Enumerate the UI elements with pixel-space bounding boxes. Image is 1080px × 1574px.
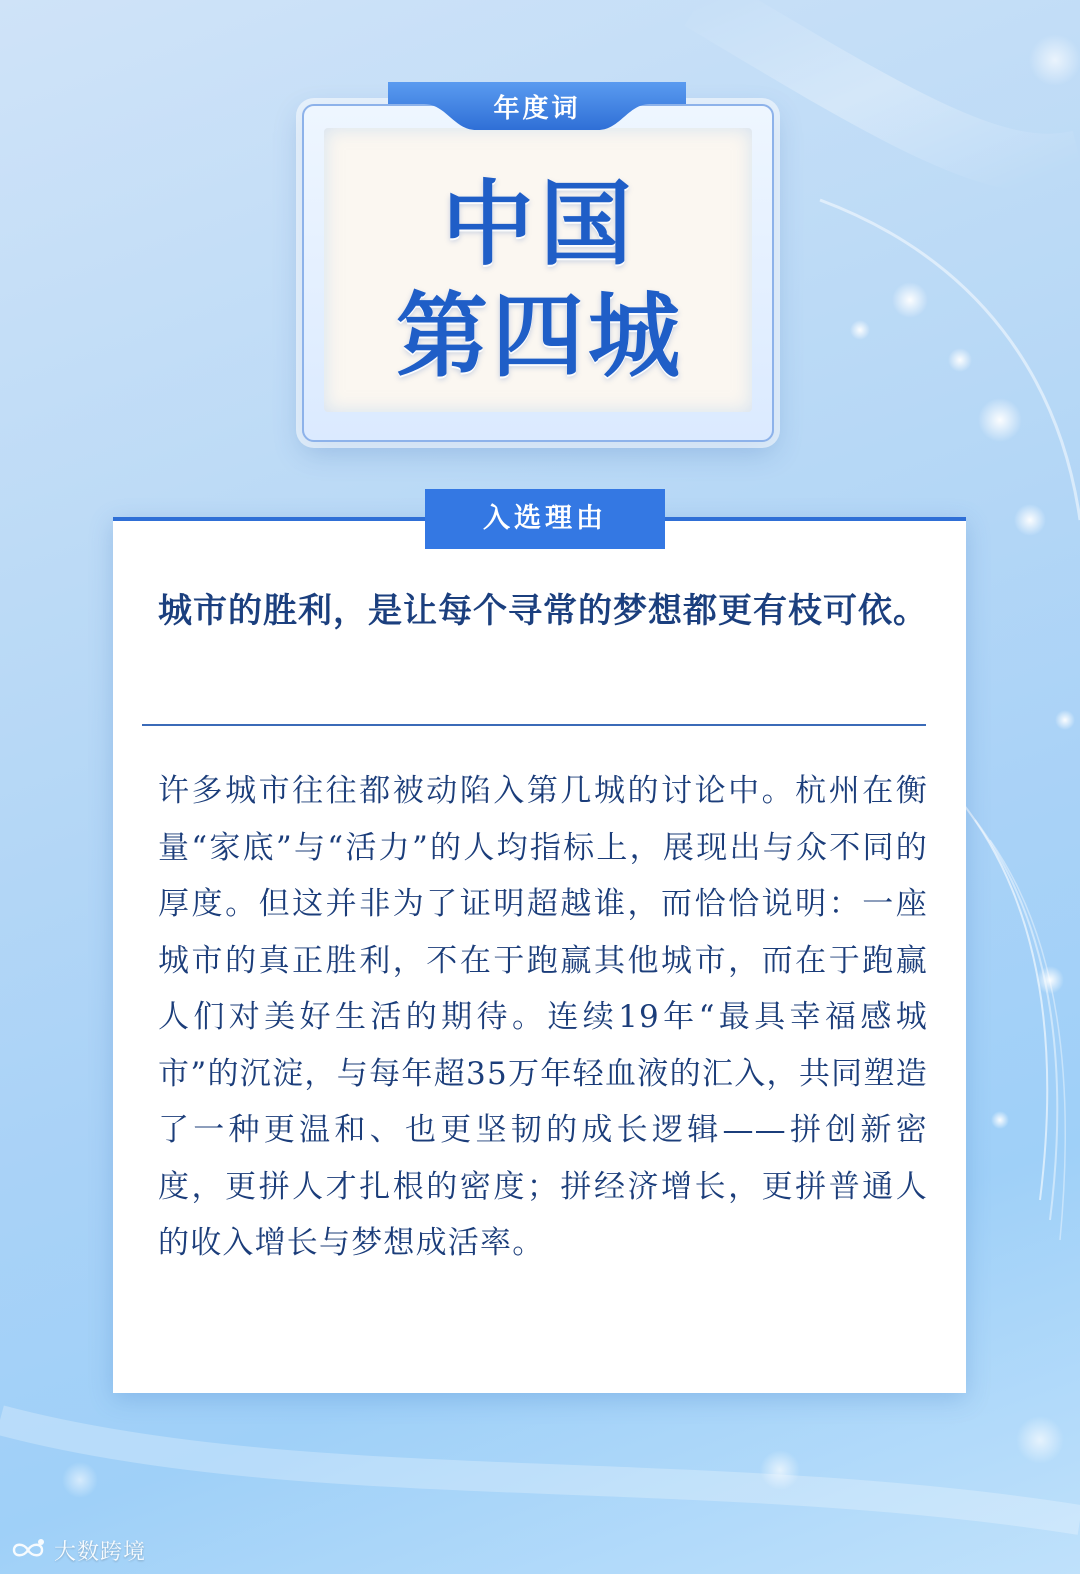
- reason-tab-label: 入选理由: [483, 503, 607, 534]
- watermark: [8, 1534, 146, 1566]
- reason-tab: [425, 489, 665, 549]
- infinity-logo-icon: [8, 1537, 48, 1563]
- year-tab: [388, 82, 686, 132]
- reason-body-text: 许多城市往往都被动陷入第几城的讨论中。杭州在衡量“家底”与“活力”的人均指标上，展现出与众不同的厚度。但这并非为了证明超越谁，而恰恰说明：一座城市的真正胜利，不在于跑赢其他城市，而在于跑赢人们对美好生活的期待。连续19年“最具幸福感城市”的沉淀，与每年超35万年轻血液的汇入，共同塑造了一种更温和、也更坚韧的成长逻辑——拼创新密度，更拼人才扎根的密度；拼经济增长，更拼普通人的收入增长与梦想成活率。: [158, 773, 928, 1261]
- year-tab-label: 年度词: [493, 94, 581, 124]
- page-title-line-2: 第四城: [395, 283, 684, 390]
- reason-headline: 城市的胜利，是让每个寻常的梦想都更有枝可依。: [158, 591, 928, 631]
- divider: [142, 724, 926, 726]
- page-title-line-1: 中国: [441, 171, 638, 278]
- watermark-text: 大数跨境: [54, 1539, 147, 1565]
